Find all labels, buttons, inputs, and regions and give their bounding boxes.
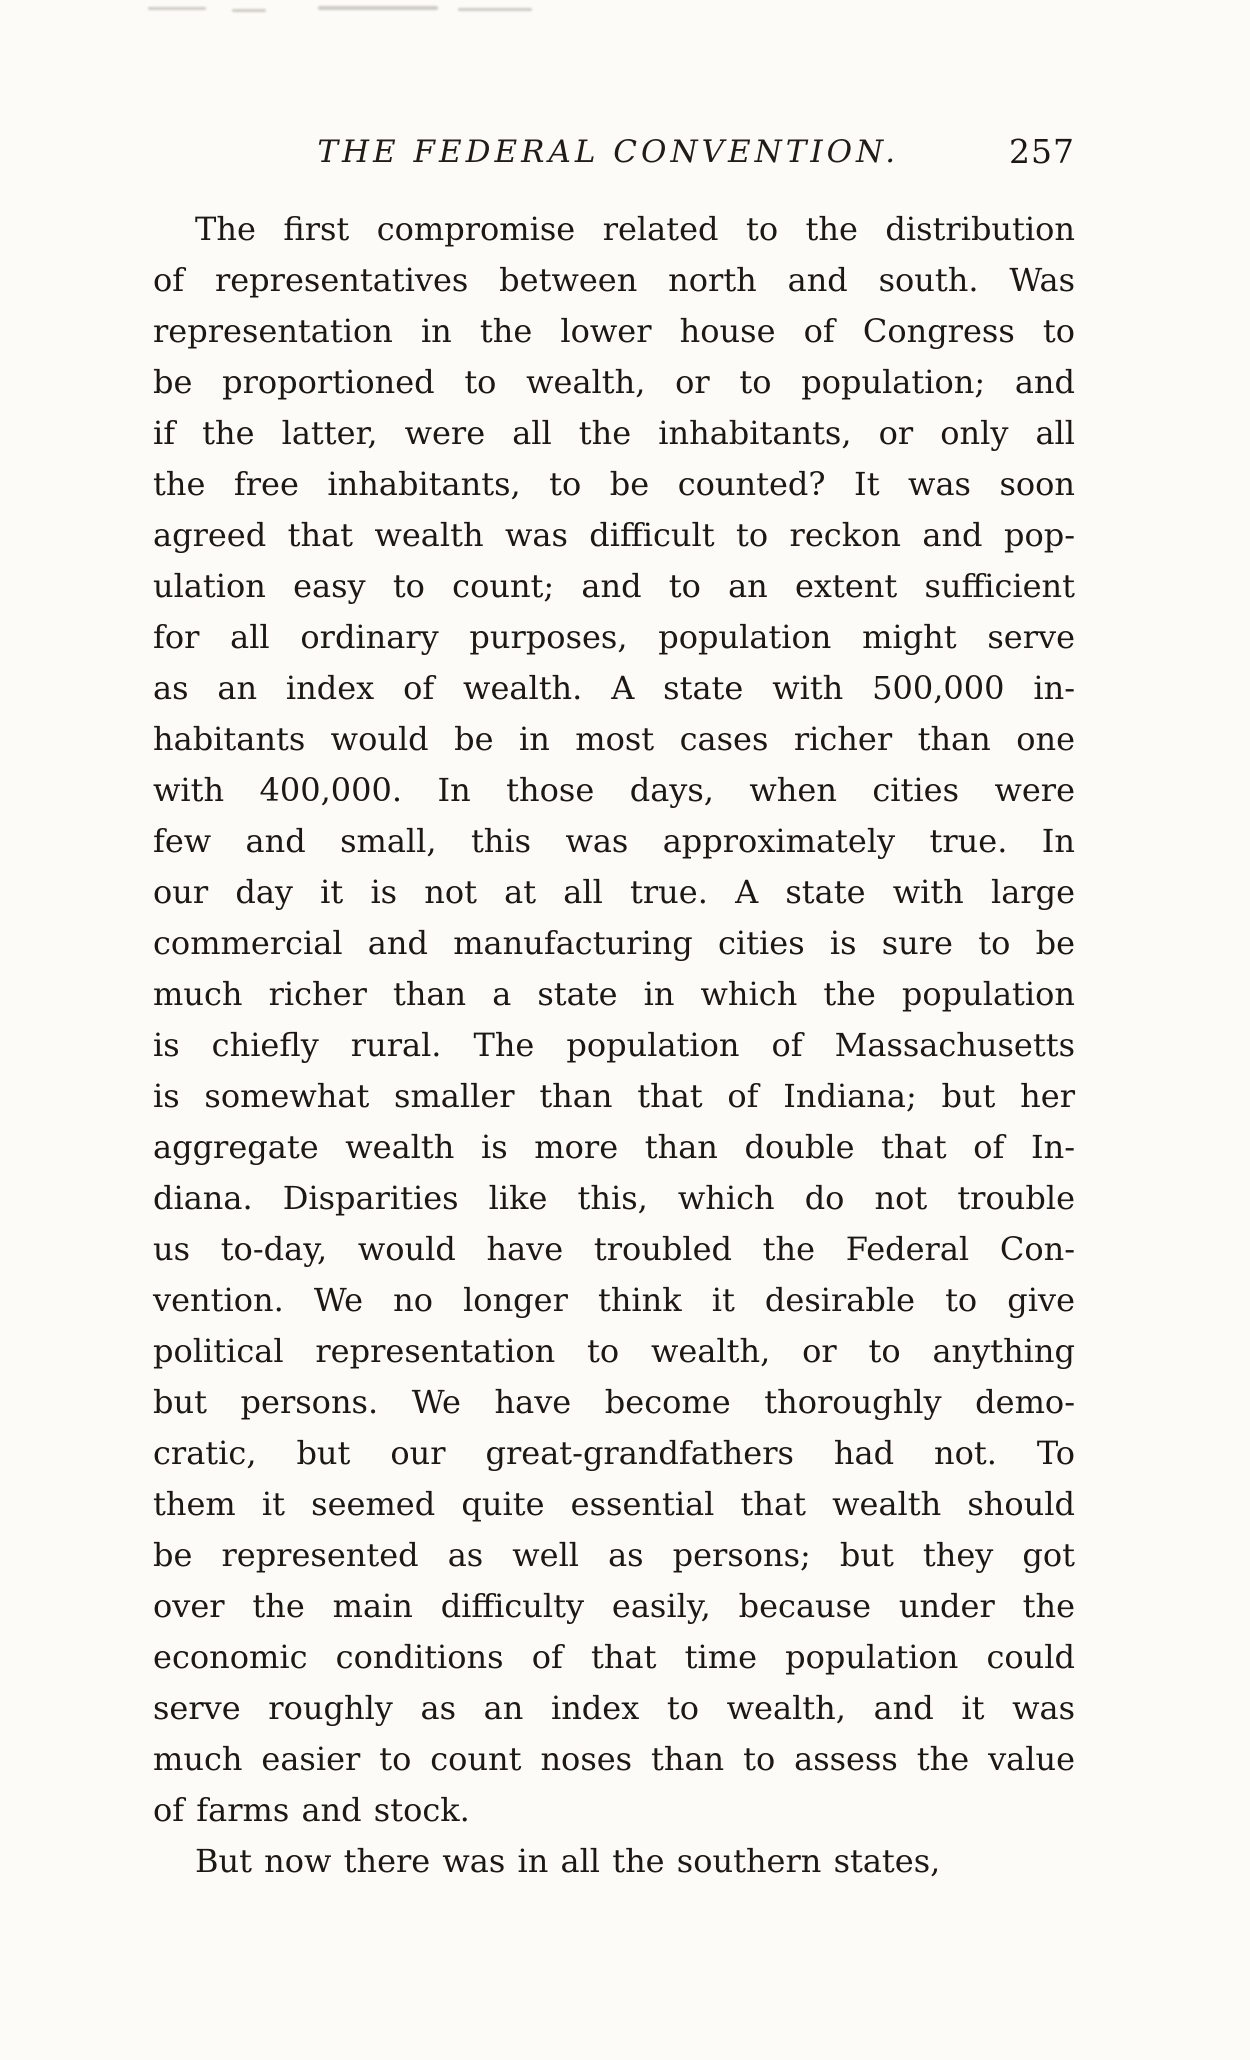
text-line: much richer than a state in which the population xyxy=(153,975,1075,1013)
text-line: of farms and stock. xyxy=(153,1791,470,1829)
text-line: commercial and manufacturing cities is sure to be xyxy=(153,924,1075,962)
text-line: but persons. We have become thoroughly demo- xyxy=(153,1383,1075,1421)
text-line: economic conditions of that time population could xyxy=(153,1638,1075,1676)
page-number: 257 xyxy=(1009,132,1075,171)
page-header xyxy=(153,132,1075,178)
text-line: ulation easy to count; and to an extent sufficient xyxy=(153,567,1075,605)
text-line: us to-day, would have troubled the Federal Con- xyxy=(153,1230,1075,1268)
text-line: of representatives between north and south. Was xyxy=(153,261,1075,299)
text-line: But now there was in all the southern states, xyxy=(195,1842,941,1880)
text-line: much easier to count noses than to assess the value xyxy=(153,1740,1075,1778)
text-line: be represented as well as persons; but they got xyxy=(153,1536,1075,1574)
text-line: aggregate wealth is more than double that of In- xyxy=(153,1128,1075,1166)
text-line: as an index of wealth. A state with 500,000 in- xyxy=(153,669,1075,707)
text-line: cratic, but our great-grandfathers had not. To xyxy=(153,1434,1075,1472)
body-text xyxy=(153,204,1075,1887)
text-line: the free inhabitants, to be counted? It was soon xyxy=(153,465,1075,503)
text-line: political representation to wealth, or to anything xyxy=(153,1332,1075,1370)
text-line: them it seemed quite essential that wealth should xyxy=(153,1485,1075,1523)
text-line: if the latter, were all the inhabitants, or only all xyxy=(153,414,1075,452)
running-head: THE FEDERAL CONVENTION. xyxy=(317,134,900,170)
text-line: over the main difficulty easily, because under the xyxy=(153,1587,1075,1625)
text-line: agreed that wealth was difficult to reckon and pop- xyxy=(153,516,1075,554)
text-line: with 400,000. In those days, when cities were xyxy=(153,771,1075,809)
text-line: habitants would be in most cases richer than one xyxy=(153,720,1075,758)
text-line: vention. We no longer think it desirable to give xyxy=(153,1281,1075,1319)
scan-artifact-mark xyxy=(318,6,438,10)
text-line: serve roughly as an index to wealth, and it was xyxy=(153,1689,1075,1727)
text-line: be proportioned to wealth, or to population; and xyxy=(153,363,1075,401)
text-line: is somewhat smaller than that of Indiana; but her xyxy=(153,1077,1075,1115)
text-line: is chiefly rural. The population of Massachusetts xyxy=(153,1026,1075,1064)
text-line: diana. Disparities like this, which do not trouble xyxy=(153,1179,1075,1217)
text-line: few and small, this was approximately true. In xyxy=(153,822,1075,860)
scan-artifact-mark xyxy=(148,7,206,10)
text-line: for all ordinary purposes, population might serve xyxy=(153,618,1075,656)
text-line: representation in the lower house of Congress to xyxy=(153,312,1075,350)
scan-artifact-mark xyxy=(232,9,266,12)
text-line: our day it is not at all true. A state with large xyxy=(153,873,1075,911)
text-column xyxy=(153,132,1075,1887)
scan-artifact-mark xyxy=(458,8,532,11)
text-line: The first compromise related to the distribution xyxy=(195,210,1075,248)
scan-artifact xyxy=(0,0,1250,30)
